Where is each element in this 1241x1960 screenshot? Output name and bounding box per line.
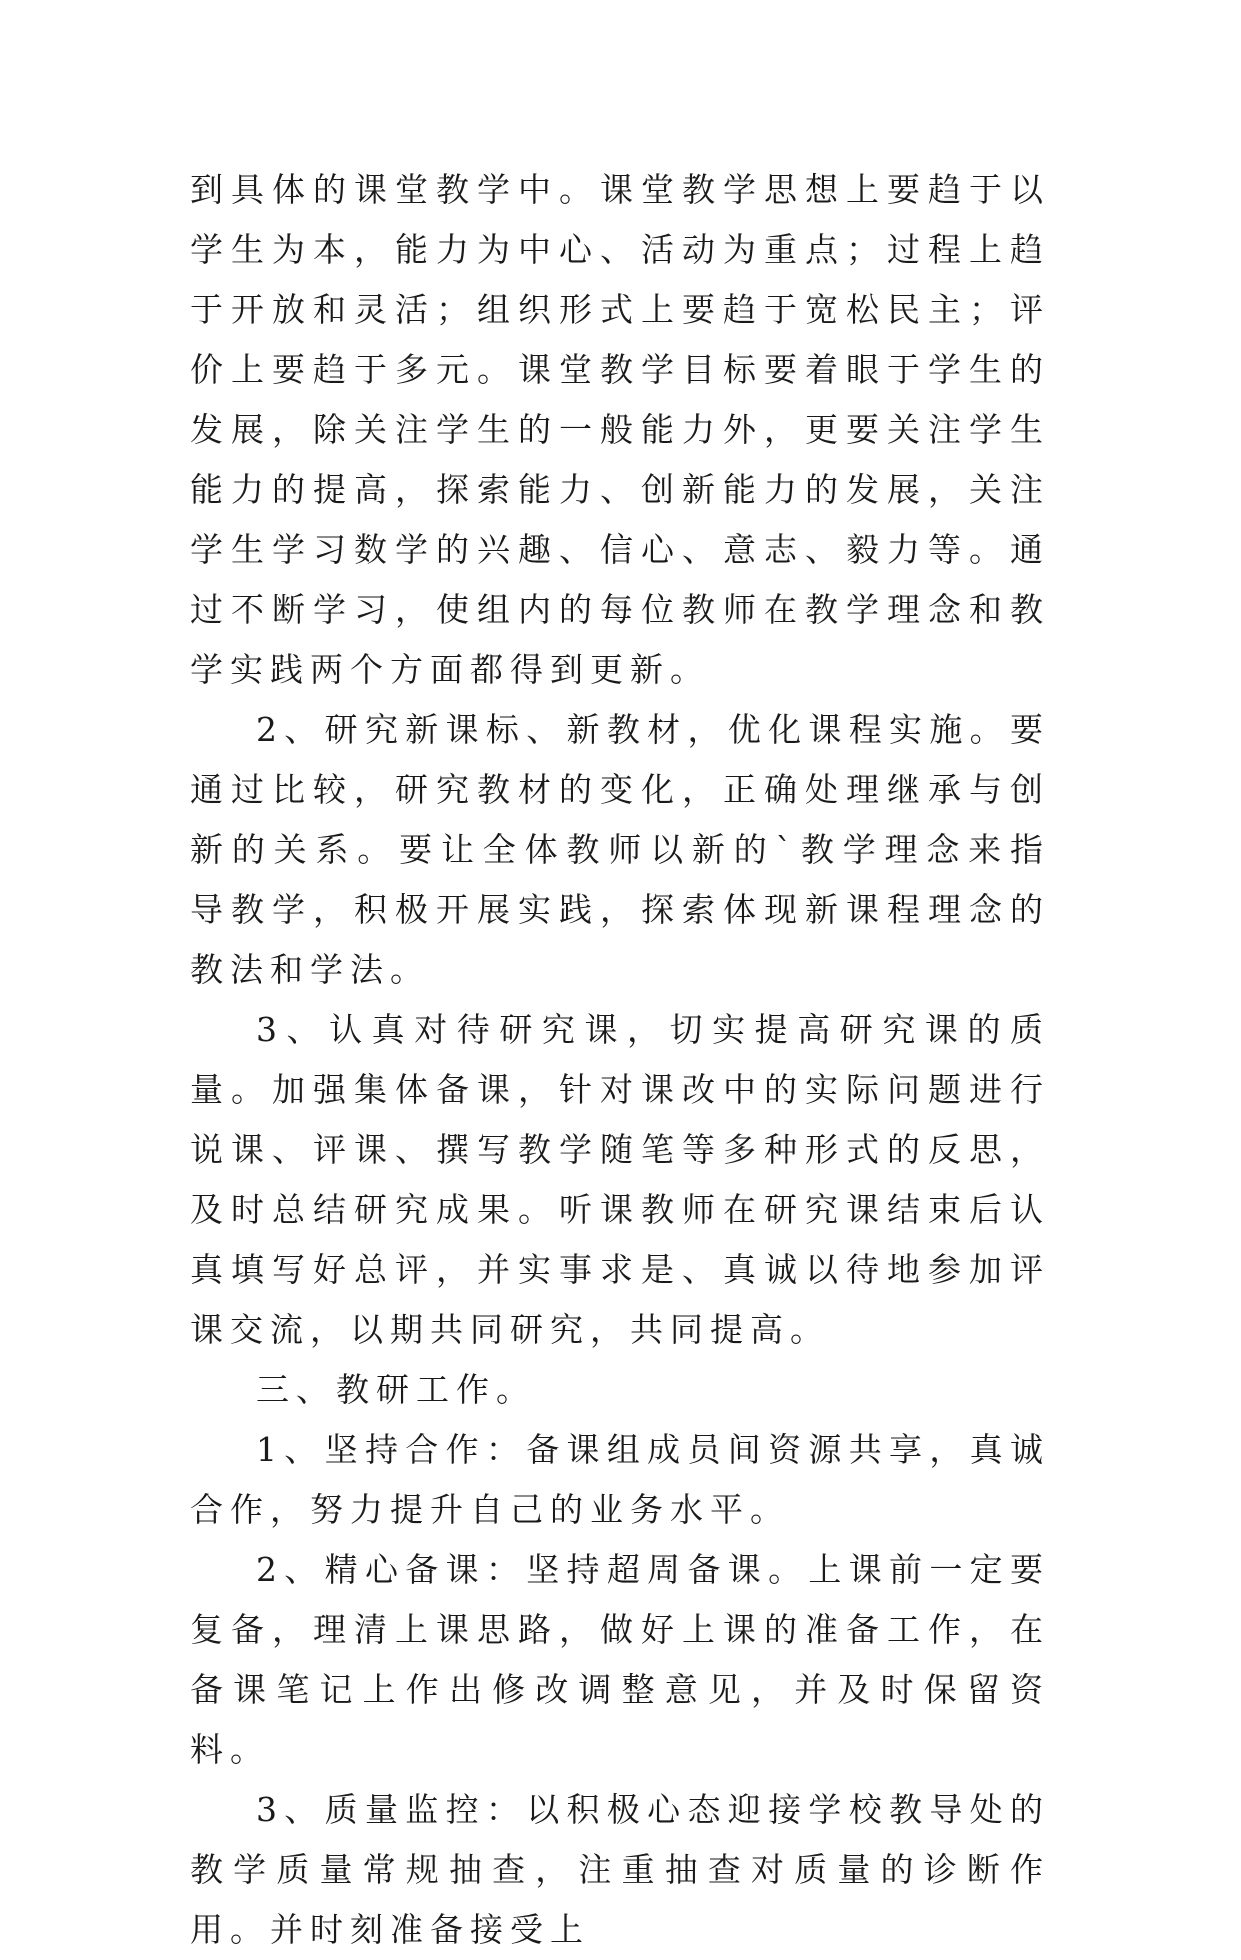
section-heading-teaching-research: 三、教研工作。 — [256, 1370, 536, 1409]
paragraph-item-1-cooperation: 1、坚持合作：备课组成员间资源共享，真诚合作，努力提升自己的业务水平。 — [190, 1430, 1050, 1529]
paragraph-item-2: 2、研究新课标、新教材，优化课程实施。要通过比较，研究教材的变化，正确处理继承与创新的关系。要让全体教师以新的`教学理念来指导教学，积极开展实践，探索体现新课程理念的教法和学法。 — [190, 710, 1050, 989]
paragraph-continuation: 到具体的课堂教学中。课堂教学思想上要趋于以学生为本，能力为中心、活动为重点；过程上趋于开放和灵活；组织形式上要趋于宽松民主；评价上要趋于多元。课堂教学目标要着眼于学生的发展，除关注学生的一般能力外，更要关注学生能力的提高，探索能力、创新能力的发展，关注学生学习数学的兴趣、信心、意志、毅力等。通过不断学习，使组内的每位教师在教学理念和教学实践两个方面都得到更新。 — [190, 170, 1050, 689]
document-body — [190, 160, 1050, 1960]
paragraph-item-2-lesson-prep: 2、精心备课：坚持超周备课。上课前一定要复备，理清上课思路，做好上课的准备工作，在备课笔记上作出修改调整意见，并及时保留资料。 — [190, 1550, 1050, 1769]
paragraph-item-3: 3、认真对待研究课，切实提高研究课的质量。加强集体备课，针对课改中的实际问题进行说课、评课、撰写教学随笔等多种形式的反思，及时总结研究成果。听课教师在研究课结束后认真填写好总评，并实事求是、真诚以待地参加评课交流，以期共同研究，共同提高。 — [190, 1010, 1050, 1349]
paragraph-item-3-quality-monitoring: 3、质量监控：以积极心态迎接学校教导处的教学质量常规抽查，注重抽查对质量的诊断作用。并时刻准备接受上 — [190, 1790, 1050, 1949]
